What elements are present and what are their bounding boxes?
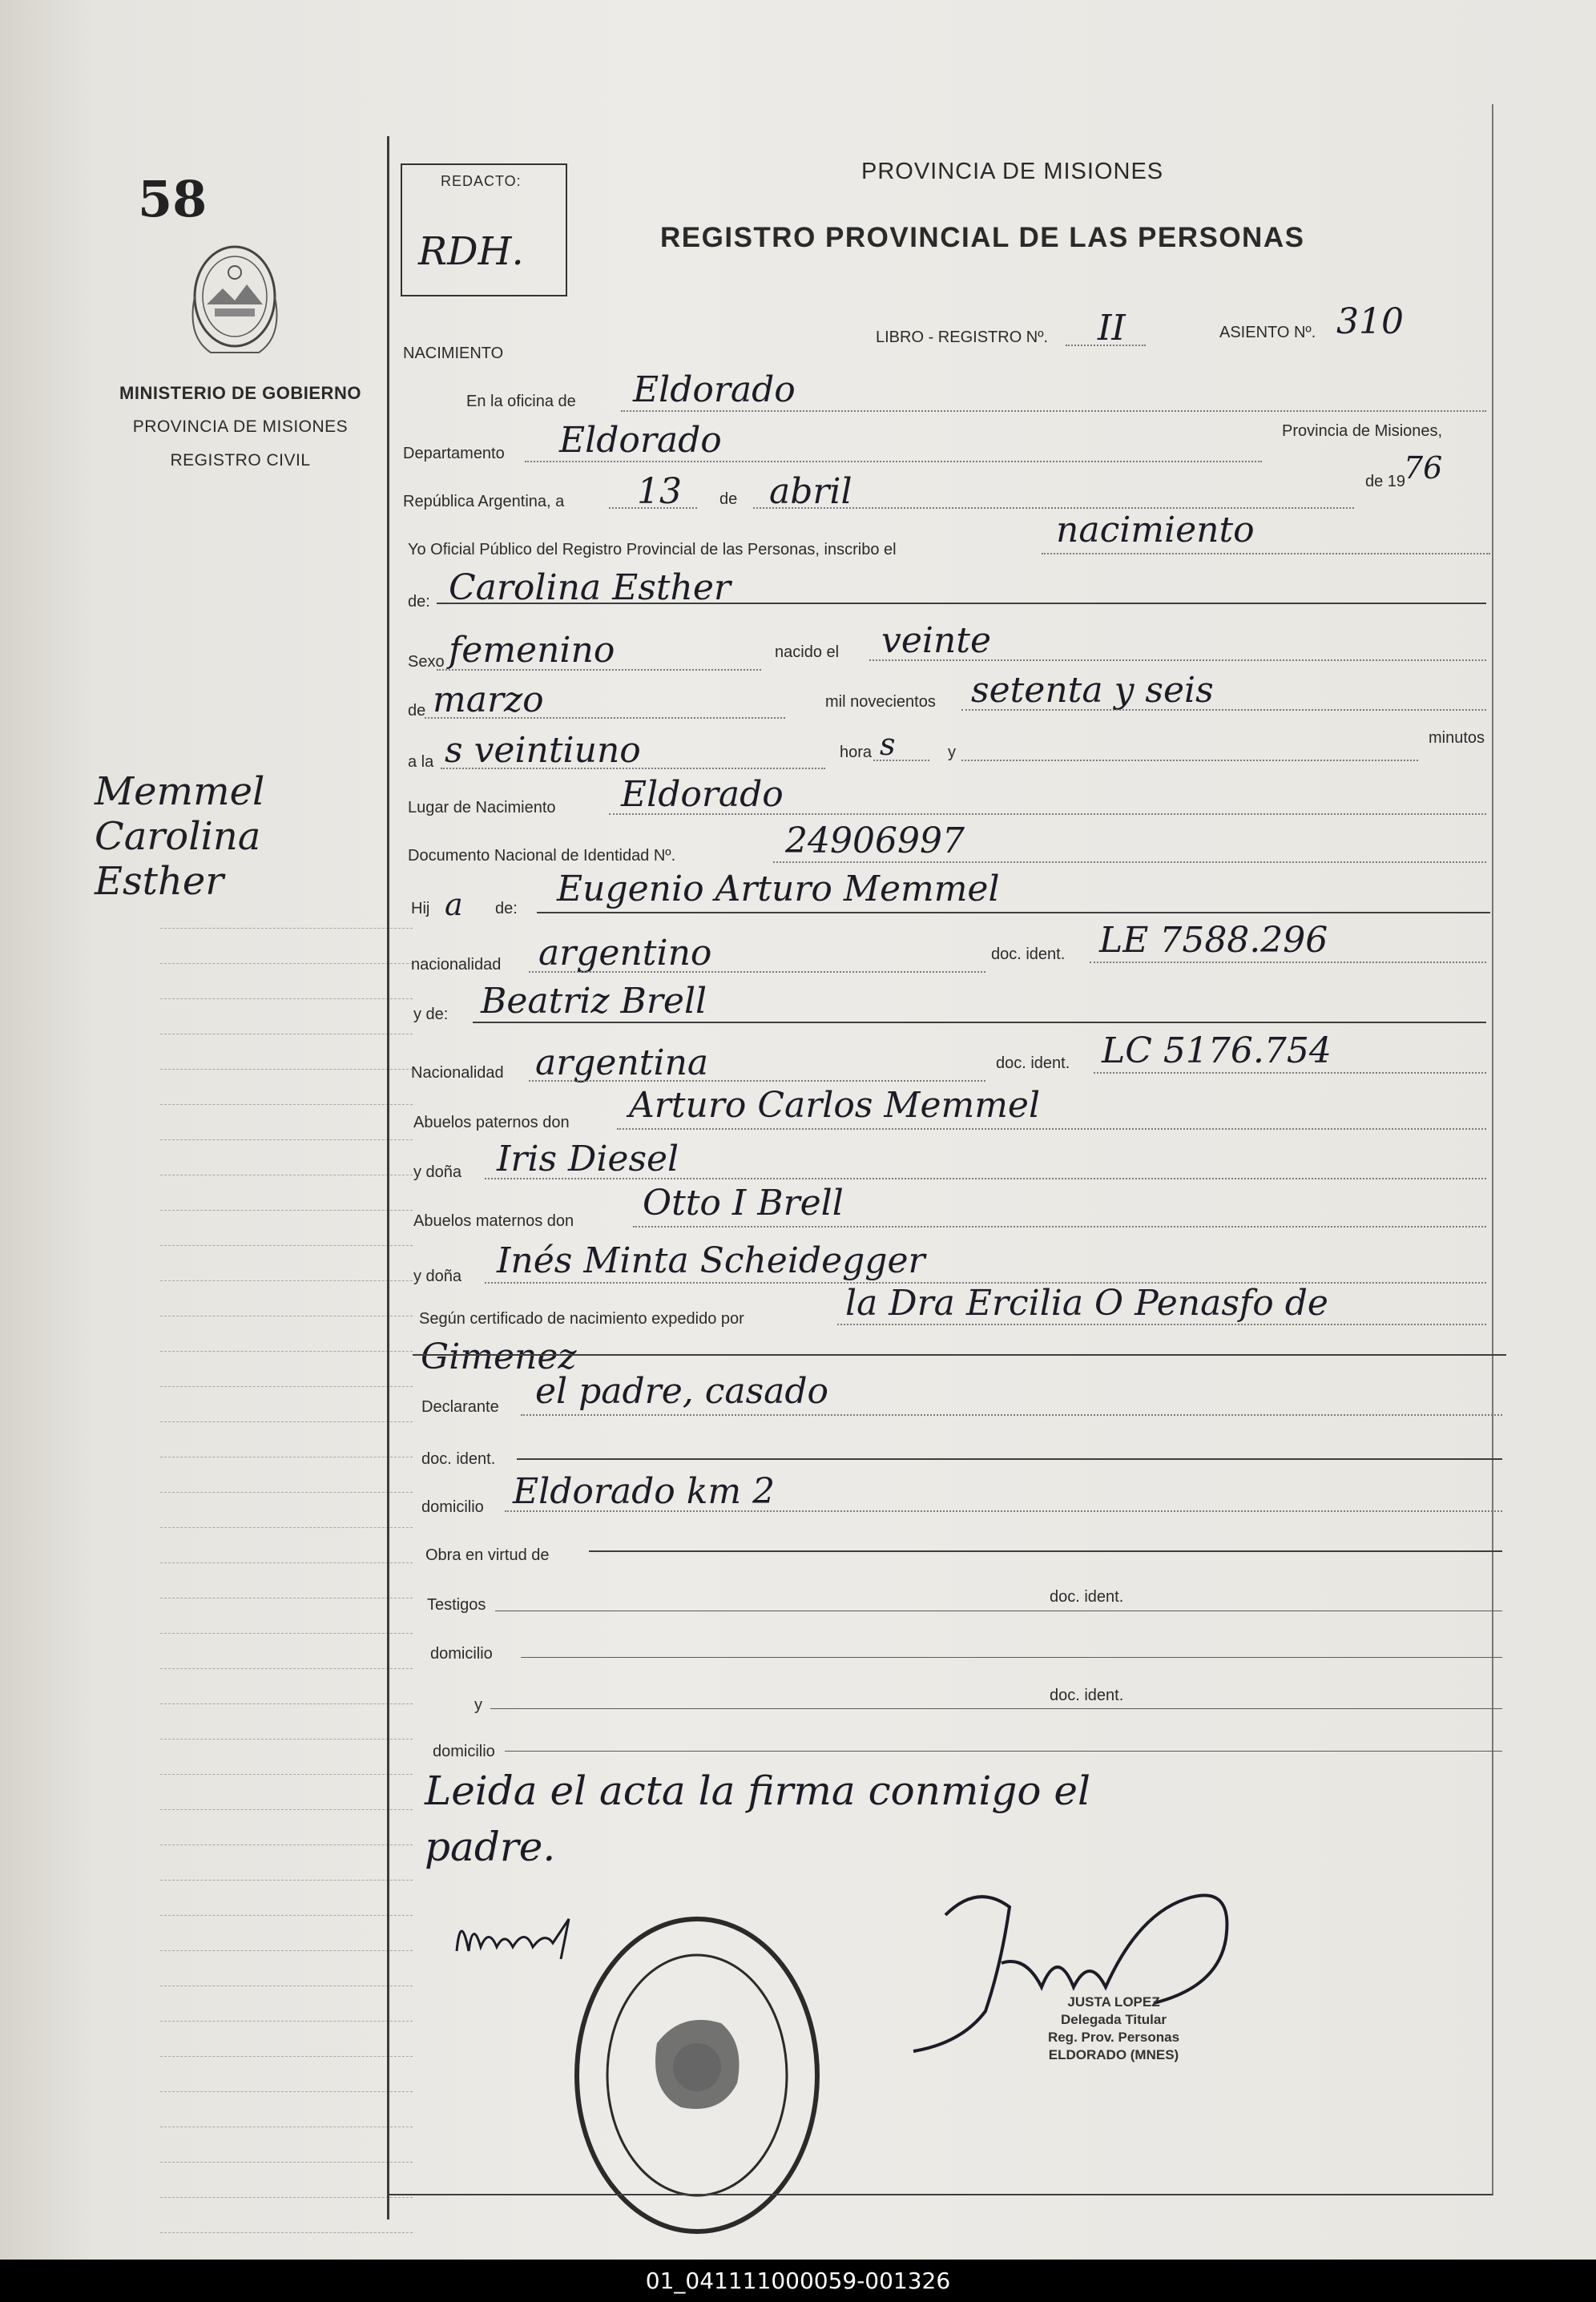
registry-title: REGISTRO PROVINCIAL DE LAS PERSONAS [660, 222, 1305, 253]
de2-label: de: [408, 593, 430, 611]
margin-ruled-line [160, 1916, 413, 1951]
departamento-label: Departamento [403, 445, 505, 462]
solid-line [517, 1458, 1502, 1460]
dotted-line [873, 760, 929, 761]
nacido-value: veinte [881, 620, 992, 661]
domicilio3-label: domicilio [433, 1743, 495, 1760]
declarante-value: el padre, casado [535, 1371, 829, 1412]
dotted-line [633, 1226, 1486, 1228]
solid-line [589, 1550, 1502, 1552]
mes-value: abril [769, 471, 852, 512]
closing-text-line: Leida el acta la firma conmigo el [425, 1768, 1090, 1814]
horas-value: s [880, 727, 896, 762]
province-title: PROVINCIA DE MISIONES [861, 159, 1164, 184]
anio-value: 76 [1404, 450, 1443, 486]
docid2-value: LC 5176.754 [1102, 1030, 1332, 1071]
asiento-value: 310 [1336, 301, 1404, 342]
nacimiento-label: NACIMIENTO [403, 345, 504, 362]
dotted-line [529, 971, 985, 973]
obra-label: Obra en virtud de [425, 1546, 550, 1564]
lugar-value: Eldorado [621, 774, 784, 815]
margin-annotation [95, 769, 367, 904]
nombre-value: Carolina Esther [449, 567, 731, 608]
provincial-emblem-icon [183, 240, 287, 361]
margin-ruled-line [160, 1669, 413, 1704]
solid-line [490, 1708, 1502, 1709]
margin-ruled-line [160, 893, 413, 929]
dotted-line [1094, 1072, 1486, 1074]
margin-ruled-line [160, 2092, 413, 2127]
redacto-label: REDACTO: [441, 173, 522, 189]
margin-note-line: Carolina [95, 814, 261, 859]
margin-ruled-line [160, 1422, 413, 1457]
y-label: y [948, 744, 956, 761]
mil-label: mil novecientos [825, 693, 936, 711]
ydona-label: y doña [413, 1163, 462, 1181]
official-name: JUSTA LOPEZ [1067, 1994, 1160, 2010]
official-title: ELDORADO (MNES) [1048, 2047, 1179, 2062]
margin-ruled-line [160, 1986, 413, 2022]
oficial-label: Yo Oficial Público del Registro Provincial de las Personas, inscribo el [408, 541, 897, 558]
margin-ruled-line [160, 1387, 413, 1422]
dotted-line [837, 1324, 1486, 1325]
horas-label: hora [840, 744, 873, 761]
dotted-line [621, 410, 1486, 412]
margin-ruled-line [160, 1881, 413, 1916]
margin-note-line: Memmel [95, 769, 265, 814]
official-title: Delegada Titular [1061, 2012, 1167, 2027]
ministry-province: PROVINCIA DE MISIONES [132, 417, 349, 436]
dotted-line [437, 669, 761, 671]
nacido-label: nacido el [775, 643, 840, 661]
mil-value: setenta y seis [971, 670, 1214, 711]
margin-ruled-line [160, 964, 413, 999]
y2-label: y [474, 1696, 482, 1714]
dotted-line [869, 659, 1486, 661]
dotted-line [505, 1510, 1502, 1512]
official-title: Reg. Prov. Personas [1047, 2030, 1180, 2045]
oficina-label: En la oficina de [466, 393, 576, 410]
sexo-value: femenino [449, 630, 615, 671]
margin-ruled-line [160, 1457, 413, 1493]
margin-ruled-line [160, 1951, 413, 1986]
margin-ruled-line [160, 1281, 413, 1316]
abuelos-paternos-label: Abuelos paternos don [413, 1114, 570, 1131]
margin-ruled-line [160, 1528, 413, 1563]
dotted-line [753, 507, 1354, 509]
domicilio2-label: domicilio [430, 1645, 493, 1663]
redacto-initials: RDH. [418, 229, 524, 274]
abuelos-maternos-value: Otto I Brell [643, 1183, 844, 1224]
dotted-line [441, 768, 825, 769]
margin-ruled-line [160, 2022, 413, 2057]
minutos-label: minutos [1429, 729, 1485, 747]
abuela-paterna-value: Iris Diesel [497, 1139, 679, 1179]
mes2-value: marzo [433, 679, 544, 720]
margin-ruled-line [160, 999, 413, 1034]
dni-value: 24906997 [785, 820, 965, 861]
dotted-line [617, 1128, 1486, 1130]
margin-ruled-line [160, 1211, 413, 1246]
docid-label: doc. ident. [991, 945, 1066, 963]
page-number: 58 [138, 170, 208, 228]
hija-label: Hij [411, 900, 430, 917]
libro-label: LIBRO - REGISTRO Nº. [876, 329, 1049, 346]
anio-label: de 19 [1365, 473, 1406, 490]
margin-ruled-line [160, 1704, 413, 1740]
solid-line [437, 603, 1486, 604]
abuelos-maternos-label: Abuelos maternos don [413, 1212, 574, 1230]
republica-label: República Argentina, a [403, 493, 565, 510]
margin-ruled-line [160, 929, 413, 964]
sexo-label: Sexo [408, 653, 445, 671]
abuela-materna-value: Inés Minta Scheidegger [497, 1240, 925, 1281]
solid-line [505, 1751, 1502, 1752]
dotted-line [773, 861, 1486, 863]
provincia-label: Provincia de Misiones, [1282, 422, 1443, 440]
solid-line [413, 1354, 1506, 1356]
ministry-registry: REGISTRO CIVIL [170, 451, 311, 470]
image-identifier-bar: 01_041111000059-001326 [0, 2260, 1596, 2302]
dni-label: Documento Nacional de Identidad Nº. [408, 847, 676, 865]
docid-value: LE 7588.296 [1099, 920, 1328, 961]
margin-ruled-line [160, 1493, 413, 1528]
dotted-line [485, 1178, 1486, 1179]
ministry-title: MINISTERIO DE GOBIERNO [119, 383, 361, 403]
margin-ruled-line [160, 2057, 413, 2092]
nacionalidad2-value: argentina [535, 1042, 709, 1083]
certificado-label: Según certificado de nacimiento expedido por [419, 1310, 744, 1328]
margin-ruled-line [160, 1775, 413, 1810]
hija-suffix: a [445, 887, 463, 922]
margin-ruled-line [160, 2198, 413, 2233]
margin-ruled-line [160, 1105, 413, 1140]
testigos-label: Testigos [427, 1596, 486, 1614]
docid5-label: doc. ident. [1050, 1687, 1124, 1704]
domicilio-label: domicilio [421, 1498, 484, 1516]
certificado-value-cont: Gimenez [421, 1336, 577, 1377]
margin-ruled-line [160, 1140, 413, 1175]
dotted-line [961, 760, 1418, 761]
ydona2-label: y doña [413, 1268, 462, 1285]
madre-value: Beatriz Brell [481, 981, 707, 1022]
dotted-line [961, 709, 1486, 711]
margin-ruled-line [160, 1845, 413, 1881]
oficial-value: nacimiento [1056, 510, 1255, 550]
dotted-line [425, 717, 785, 719]
nacionalidad-value: argentino [538, 933, 712, 974]
alas-label: a la [408, 753, 434, 771]
margin-ruled-line [160, 1070, 413, 1105]
dotted-line [521, 1414, 1502, 1416]
declarante-label: Declarante [421, 1398, 499, 1416]
margin-ruled-lines [160, 893, 413, 2233]
domicilio-value: Eldorado km 2 [513, 1471, 776, 1512]
official-stamp-text [993, 1994, 1234, 2064]
dia-value: 13 [637, 471, 682, 512]
dotted-line [1066, 345, 1146, 346]
dotted-line [1090, 962, 1486, 963]
oficina-value: Eldorado [633, 369, 796, 410]
closing-text-line: padre. [425, 1824, 556, 1870]
dotted-line [609, 507, 697, 509]
departamento-value: Eldorado [559, 420, 722, 461]
dotted-line [1042, 553, 1490, 554]
de3-label: de [408, 702, 426, 720]
padre-value: Eugenio Arturo Memmel [557, 869, 1000, 909]
margin-note-line: Esther [95, 859, 224, 904]
hija-de-label: de: [495, 900, 518, 917]
ministry-block [96, 377, 385, 478]
asiento-label: ASIENTO Nº. [1219, 324, 1316, 341]
margin-ruled-line [160, 1598, 413, 1634]
docid4-label: doc. ident. [1050, 1588, 1124, 1606]
dotted-line [529, 1080, 985, 1082]
margin-ruled-line [160, 1563, 413, 1598]
margin-ruled-line [160, 1810, 413, 1845]
yde-label: y de: [413, 1006, 449, 1023]
margin-ruled-line [160, 1175, 413, 1211]
redacto-box [401, 163, 567, 296]
certificado-value: la Dra Ercilia O Penasfo de [845, 1283, 1328, 1324]
margin-ruled-line [160, 1352, 413, 1387]
de-label: de [719, 490, 738, 508]
margin-ruled-line [160, 1740, 413, 1775]
docid3-label: doc. ident. [421, 1450, 496, 1468]
libro-value: II [1098, 308, 1126, 349]
bottom-rule [389, 2194, 1493, 2195]
official-seal [561, 1907, 833, 2244]
nacionalidad-label: nacionalidad [411, 956, 502, 974]
docid2-label: doc. ident. [996, 1054, 1070, 1072]
dotted-line [609, 813, 1486, 815]
nacionalidad2-label: Nacionalidad [411, 1064, 504, 1082]
margin-ruled-line [160, 1246, 413, 1281]
solid-line [537, 912, 1490, 913]
left-column [0, 0, 385, 2260]
dotted-line [525, 461, 1262, 462]
alas-value: s veintiuno [445, 730, 641, 771]
right-border [1492, 104, 1493, 2195]
margin-ruled-line [160, 1634, 413, 1669]
abuelos-paternos-value: Arturo Carlos Memmel [629, 1085, 1041, 1126]
margin-ruled-line [160, 1034, 413, 1070]
margin-ruled-line [160, 1316, 413, 1352]
margin-ruled-line [160, 2163, 413, 2198]
solid-line [473, 1022, 1486, 1023]
margin-ruled-line [160, 2127, 413, 2163]
column-divider [387, 136, 389, 2219]
solid-line [521, 1657, 1502, 1658]
lugar-label: Lugar de Nacimiento [408, 799, 556, 816]
